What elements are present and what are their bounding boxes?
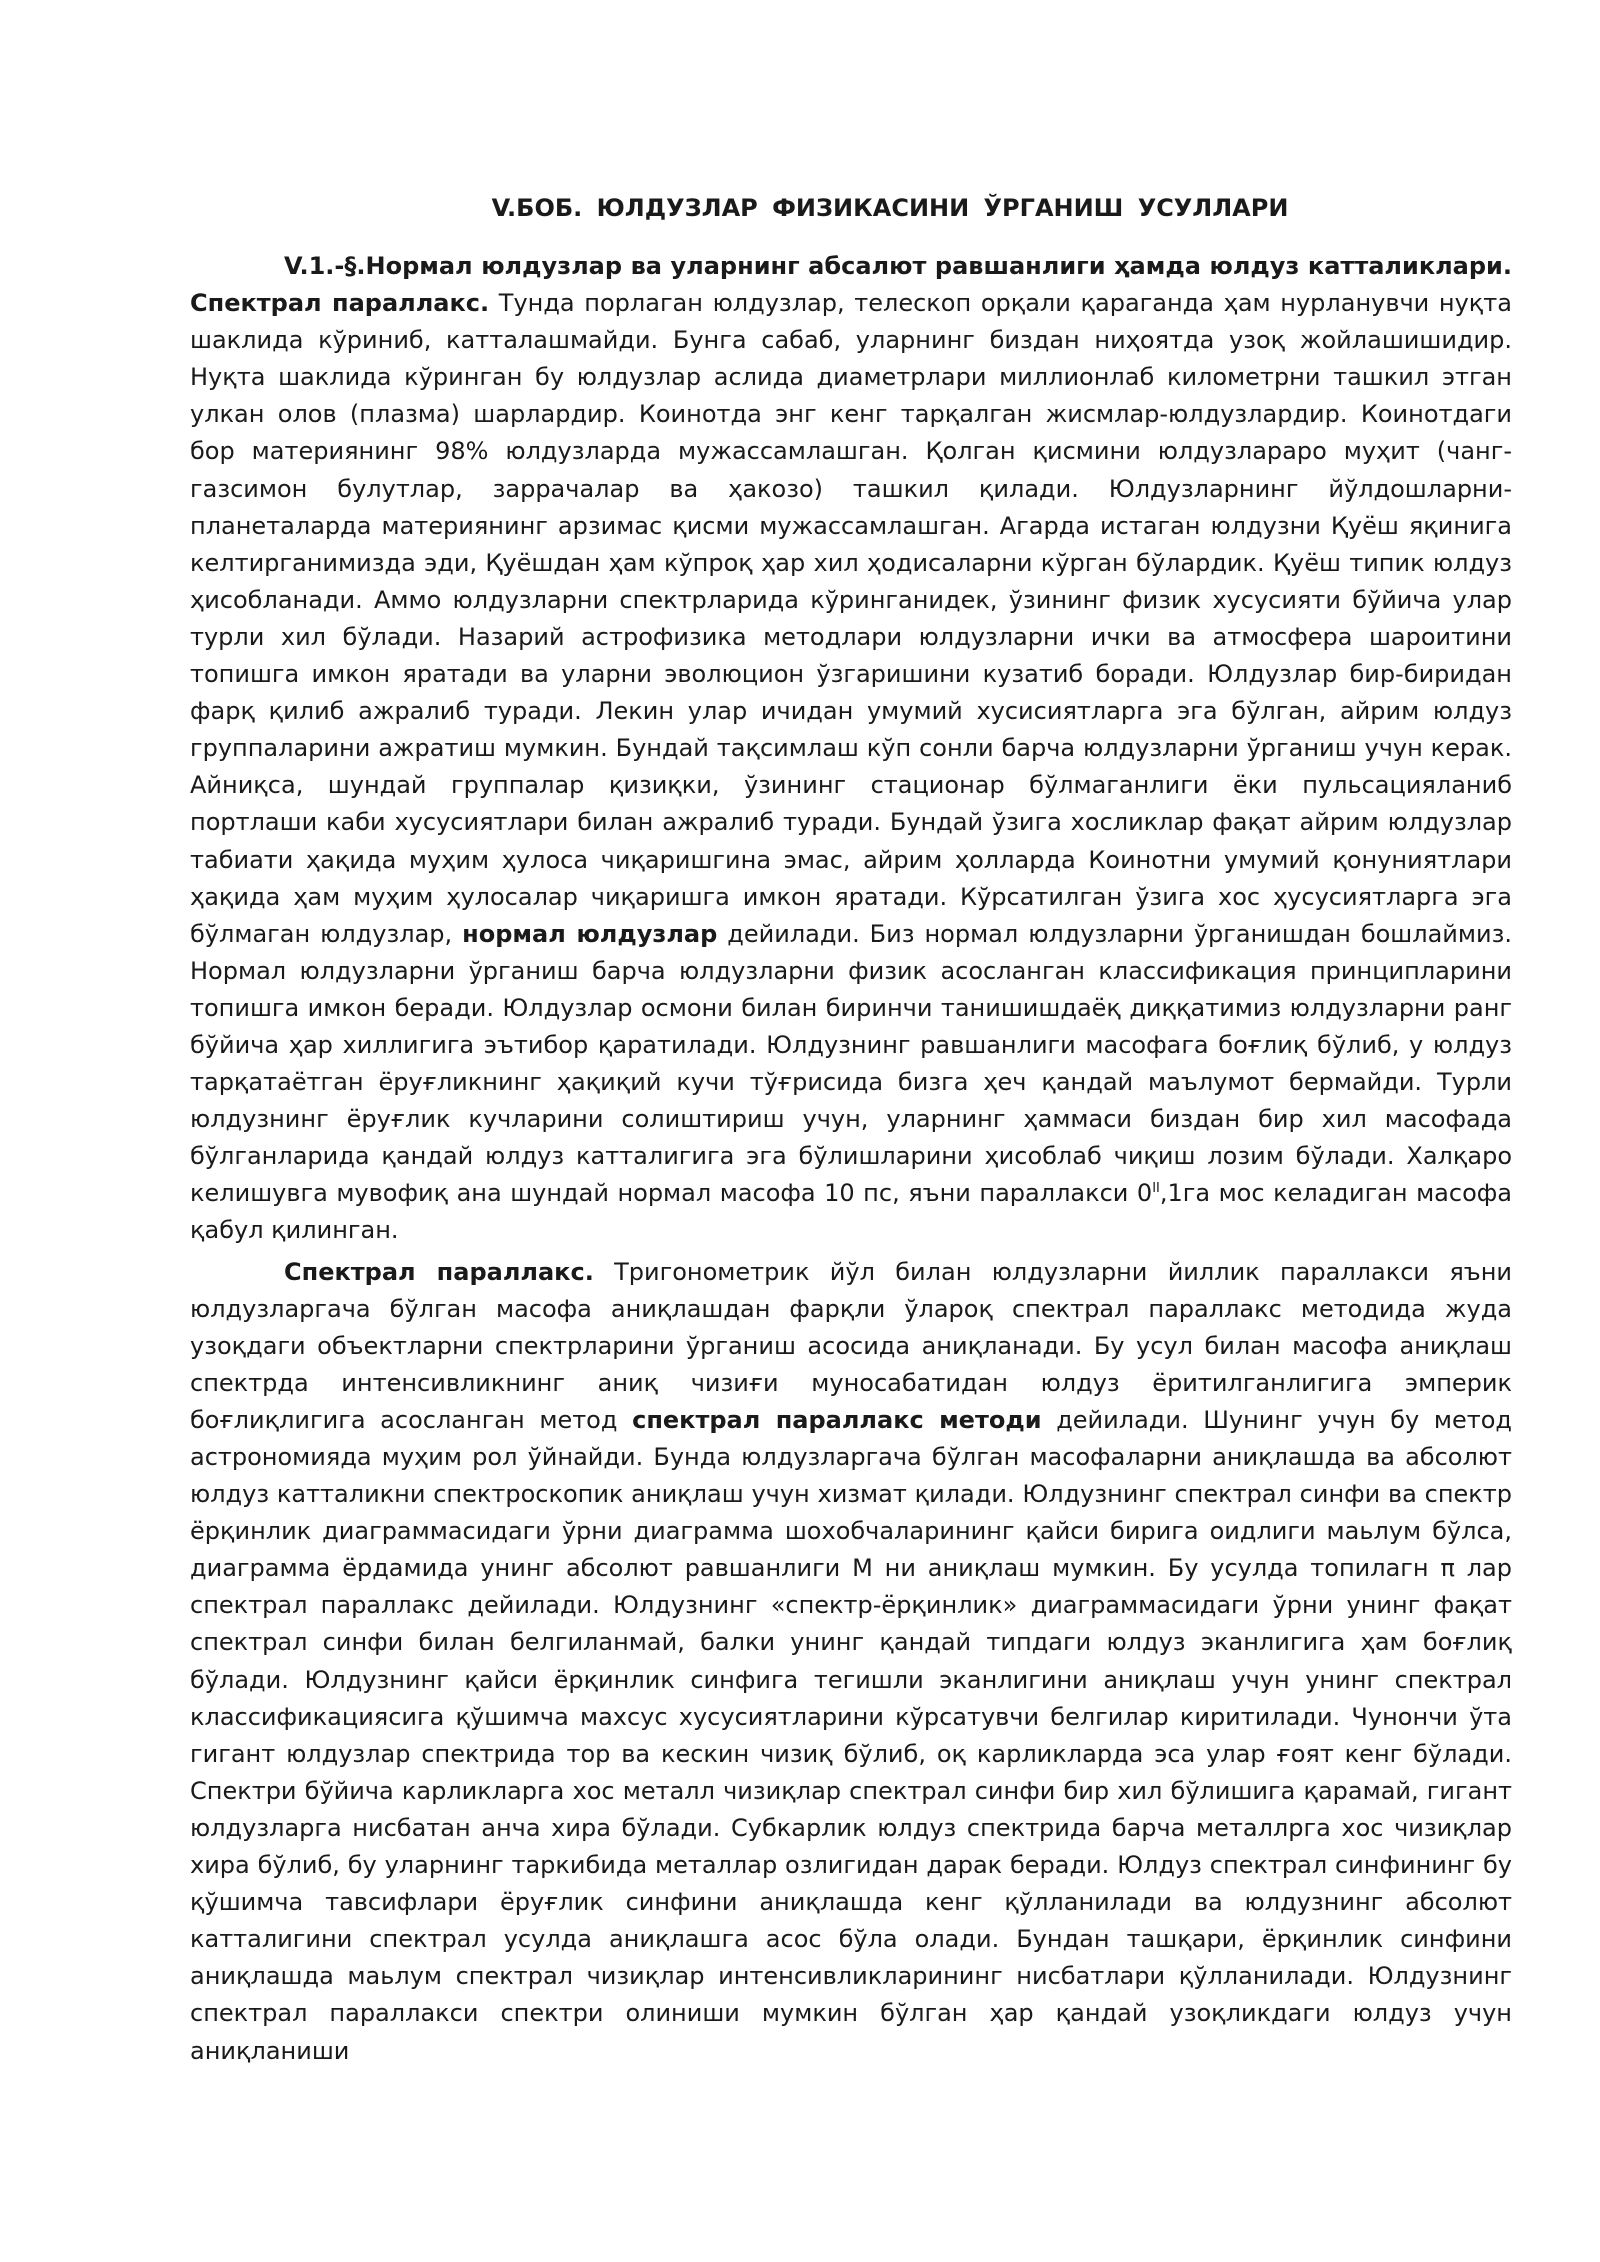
paragraph-text: Тригонометрик йўл билан юлдузларни йиллик параллакси яъни юлдузларгача бўлган масофа аниқлашдан фарқли ўлароқ спектрал параллакс методида жуда узоқдаги объектларни спектрларини ўрганиш асосида аниқланади. Бу усул билан масофа аниқлаш спектрда интенсивликнинг аниқ чизиғи муносабатидан юлдуз ёритилганлигига эмперик боғлиқлигига асосланган метод <box>190 1257 1512 1434</box>
paragraph-text: Тунда порлаган юлдузлар, телескоп орқали қараганда ҳам нурланувчи нуқта шаклида кўриниб, катталашмайди. Бунга сабаб, уларнинг биздан ниҳоятда узоқ жойлашишидир. Нуқта шаклида кўринган бу юлдузлар аслида диаметрлари миллионлаб километрни ташкил этган улкан олов (плазма) шарлардир. Коинотда энг кенг тарқалган жисмлар-юлдузлардир. Коинотдаги бор материянинг 98% юлдузларда мужассамлашган. Қолган қисмини юлдузлараро муҳит (чанг-газсимон булутлар, заррачалар ва ҳакозо) ташкил қилади. Юлдузларнинг йўлдошларни-планеталарда материянинг арзимас қисми мужассамлашган. Агарда истаган юлдузни Қуёш яқинига келтирганимизда эди, Қуёшдан ҳам кўпроқ ҳар хил ҳодисаларни кўрган бўлардик. Қуёш типик юлдуз ҳисобланади. Аммо юлдузларни спектрларида кўринганидек, ўзининг физик хусусияти бўйича улар турли хил бўлади. Назарий астрофизика методлари юлдузларни ички ва атмосфера шароитини топишга имкон яратади ва уларни эволюцион ўзгаришини кузатиб боради. Юлдузлар бир-биридан фарқ қилиб ажралиб туради. Лекин улар ичидан умумий хусисиятларга эга бўлган, айрим юлдуз группаларини ажратиш мумкин. Бундай тақсимлаш кўп сонли барча юлдузларни ўрганиш учун керак. Айниқса, шундай группалар қизиқки, ўзининг стационар бўлмаганлиги ёки пульсацияланиб портлаши каби хусусиятлари билан ажралиб туради. Бундай ўзига хосликлар фақат айрим юлдузлар табиати ҳақида муҳим ҳулоса чиқаришгина эмас, айрим ҳолларда Коинотни умумий қонуниятлари ҳақида ҳам муҳим ҳулосалар чиқаришга имкон яратади. Кўрсатилган ўзига хос ҳусусиятларга эга бўлмаган юлдузлар, <box>190 289 1512 948</box>
bold-term: нормал юлдузлар <box>462 919 718 948</box>
paragraph-normal-stars <box>190 248 1512 1250</box>
paragraph-text: дейилади. Биз нормал юлдузларни ўрганишдан бошлаймиз. Нормал юлдузларни ўрганиш барча юлдузларни физик асосланган классификация принципларини топишга имкон беради. Юлдузлар осмони билан биринчи танишишдаёқ диққатимиз юлдузларни ранг бўйича ҳар хиллигига эътибор қаратилади. Юлдузнинг равшанлиги масофага боғлиқ бўлиб, у юлдуз тарқатаётган ёруғликнинг ҳақиқий кучи тўғрисида бизга ҳеч қандай маълумот бермайди. Турли юлдузнинг ёруғлик кучларини солиштириш учун, уларнинг ҳаммаси биздан бир хил масофада бўлганларида қандай юлдуз катталигига эга бўлишларини ҳисоблаб чиқиш лозим бўлади. Халқаро келишувга мувофиқ ана шундай нормал масофа 10 пс, яъни параллакси 0 <box>190 919 1512 1208</box>
document-page <box>190 190 1512 2070</box>
superscript: II <box>1152 1181 1160 1197</box>
paragraph-text: ,1га мос келадиган масофа қабул қилинган. <box>190 1179 1512 1245</box>
paragraph-spectral-parallax <box>190 1254 1512 2070</box>
bold-term: спектрал параллакс методи <box>632 1405 1042 1434</box>
subsection-heading: Спектрал параллакс. <box>284 1257 594 1286</box>
section-heading: V.1.-§.Нормал юлдузлар ва уларнинг абсалют равшанлиги ҳамда юлдуз катталиклари. Спектрал параллакс. <box>190 252 1512 318</box>
chapter-title: V.БОБ. ЮЛДУЗЛАР ФИЗИКАСИНИ ЎРГАНИШ УСУЛЛАРИ <box>491 194 1289 222</box>
paragraph-text: дейилади. Шунинг учун бу метод астрономияда муҳим рол ўйнайди. Бунда юлдузларгача бўлган масофаларни аниқлашда ва абсолют юлдуз катталикни спектроскопик аниқлаш учун хизмат қилади. Юлдузнинг спектрал синфи ва спектр ёрқинлик диаграммасидаги ўрни диаграмма шохобчаларининг қайси бирига оидлиги маьлум бўлса, диаграмма ёрдамида унинг абсолют равшанлиги М ни аниқлаш мумкин. Бу усулда топилагн π лар спектрал параллакс дейилади. Юлдузнинг «спектр-ёрқинлик» диаграммасидаги ўрни унинг фақат спектрал синфи билан белгиланмай, балки унинг қандай типдаги юлдуз эканлигига ҳам боғлиқ бўлади. Юлдузнинг қайси ёрқинлик синфига тегишли эканлигини аниқлаш учун унинг спектрал классификациясига қўшимча махсус хусусиятларини кўрсатувчи белгилар киритилади. Чунончи ўта гигант юлдузлар спектрида тор ва кескин чизиқ бўлиб, оқ карликларда эса улар ғоят кенг бўлади. Спектри бўйича карликларга хос металл чизиқлар спектрал синфи бир хил бўлишига қарамай, гигант юлдузларга нисбатан анча хира бўлади. Субкарлик юлдуз спектрида барча металлрга хос чизиқлар хира бўлиб, бу уларнинг таркибида металлар озлигидан дарак беради. Юлдуз спектрал синфининг бу қўшимча тавсифлари ёруғлик синфини аниқлашда кенг қўлланилади ва юлдузнинг абсолют катталигини спектрал усулда аниқлашга асос бўла олади. Бундан ташқари, ёрқинлик синфини аниқлашда маьлум спектрал чизиқлар интенсивликларининг нисбатлари қўлланилади. Юлдузнинг спектрал параллакси спектри олиниши мумкин бўлган ҳар қандай узоқликдаги юлдуз учун аниқланиши <box>190 1405 1512 2065</box>
